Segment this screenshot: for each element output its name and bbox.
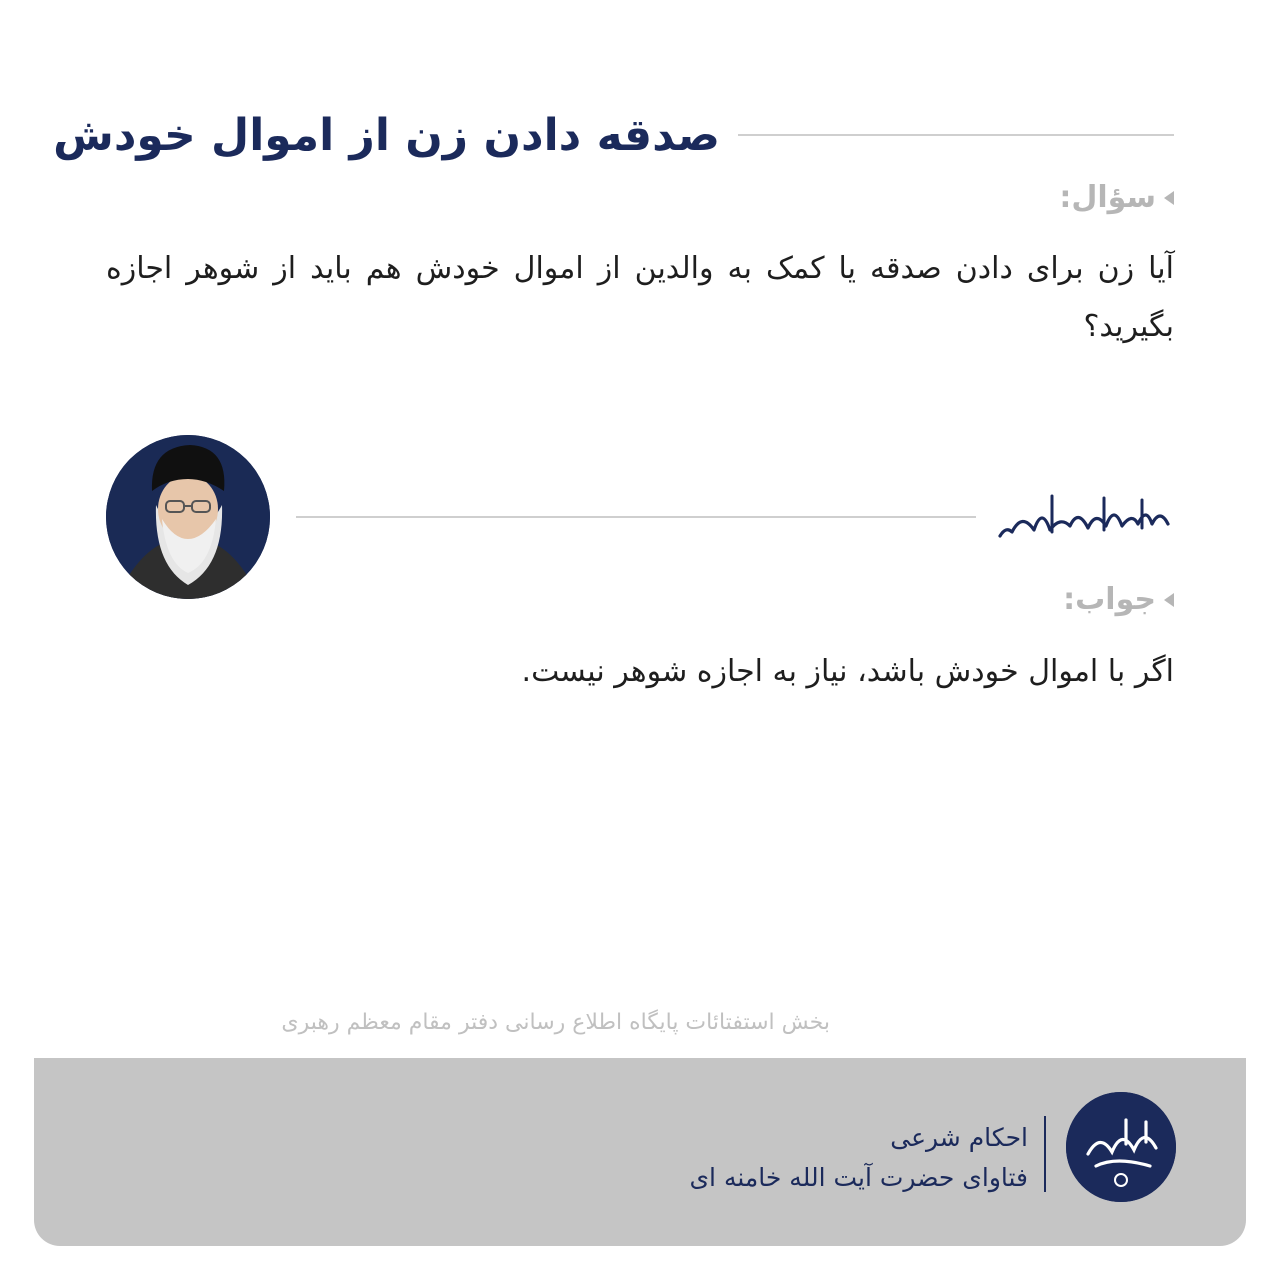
basmala-calligraphy <box>992 486 1174 550</box>
triangle-left-icon <box>1164 593 1174 607</box>
basmala-divider <box>296 516 976 518</box>
question-label-text: سؤال: <box>1059 180 1156 215</box>
question-text: آیا زن برای دادن صدقه یا کمک به والدین از اموال خودش هم باید از شوهر اجازه بگیرید؟ <box>106 251 1174 344</box>
portrait-illustration <box>106 435 270 599</box>
answer-label-text: جواب: <box>1063 582 1156 617</box>
question-label <box>1059 180 1174 215</box>
answer-text: اگر با اموال خودش باشد، نیاز به اجازه شوهر نیست. <box>521 654 1174 689</box>
title-divider <box>738 134 1174 136</box>
source-credit: بخش استفتائات پایگاه اطلاع رسانی دفتر مقام معظم رهبری <box>281 1010 830 1035</box>
footer-line-2: فتاوای حضرت آیت الله خامنه ای <box>689 1163 1028 1192</box>
footer-divider <box>1044 1116 1046 1192</box>
answer-label <box>1063 582 1174 617</box>
portrait-image <box>106 435 270 599</box>
page-title: صدقه دادن زن از اموال خودش <box>53 110 720 161</box>
logo-calligraphy <box>1066 1092 1176 1202</box>
footer-caption <box>689 1118 1028 1198</box>
footer-bar <box>34 1058 1246 1246</box>
footer-line-1: احکام شرعی <box>890 1123 1028 1152</box>
triangle-left-icon <box>1164 191 1174 205</box>
logo-emblem <box>1066 1092 1176 1202</box>
